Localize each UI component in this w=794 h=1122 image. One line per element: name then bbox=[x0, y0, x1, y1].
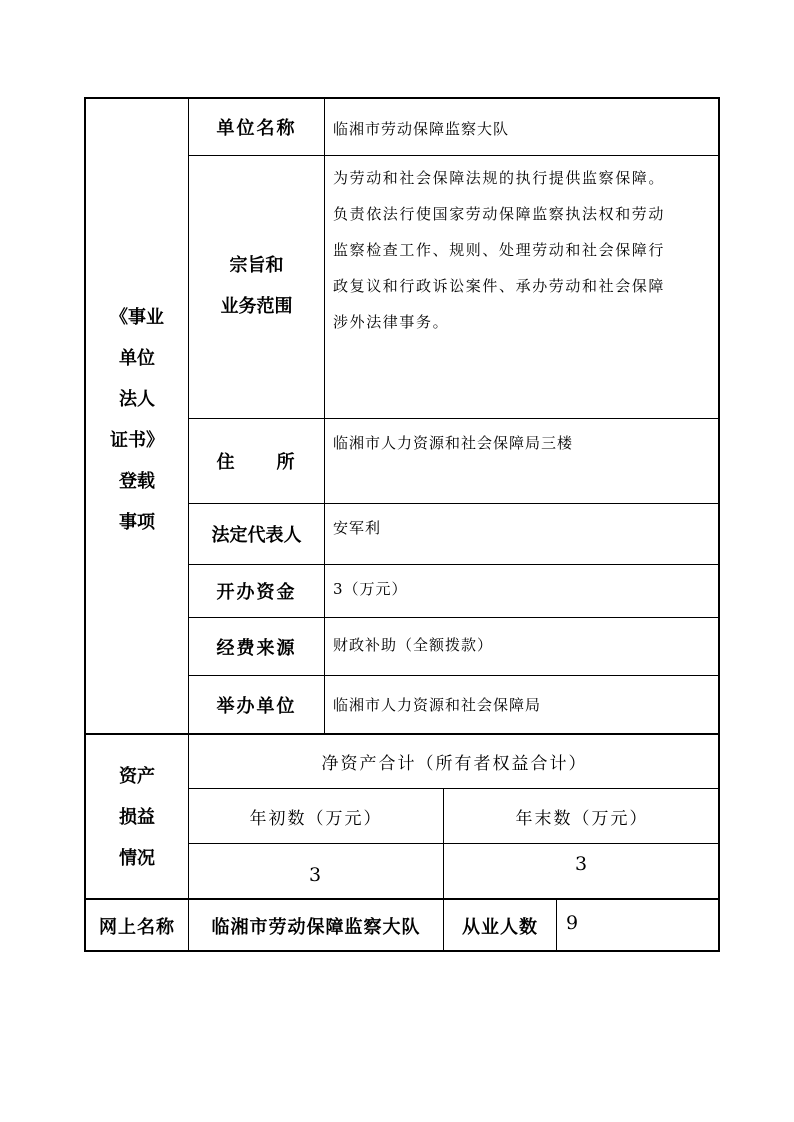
assets-header bbox=[86, 756, 188, 879]
registration-header-line: 单位 bbox=[119, 348, 155, 369]
unit-name-label: 单位名称 bbox=[216, 118, 297, 139]
legal-rep-value: 安军利 bbox=[333, 519, 382, 537]
purpose-line: 负责依法行使国家劳动保障监察执法权和劳动 bbox=[333, 205, 666, 223]
purpose-line: 监察检查工作、规则、处理劳动和社会保障行 bbox=[333, 241, 666, 259]
staff-count-label: 从业人数 bbox=[462, 917, 538, 938]
unit-name-value: 临湘市劳动保障监察大队 bbox=[333, 120, 510, 138]
purpose-line: 政复议和行政诉讼案件、承办劳动和社会保障 bbox=[333, 277, 666, 295]
assets-header-line: 损益 bbox=[119, 807, 155, 828]
assets-header-line: 资产 bbox=[119, 766, 155, 787]
begin-label: 年初数（万元） bbox=[249, 808, 383, 829]
registration-header-line: 法人 bbox=[119, 389, 155, 410]
end-value: 3 bbox=[574, 853, 590, 875]
purpose-label bbox=[189, 245, 324, 327]
registration-header-line: 事项 bbox=[119, 512, 155, 533]
funding-label: 经费来源 bbox=[216, 637, 297, 659]
purpose-label-line: 业务范围 bbox=[220, 296, 293, 317]
registration-header-line: 证书》 bbox=[110, 430, 164, 451]
online-name-label: 网上名称 bbox=[99, 917, 175, 938]
registration-header bbox=[86, 297, 188, 543]
funding-value: 财政补助（全额拨款） bbox=[333, 636, 494, 654]
address-value: 临湘市人力资源和社会保障局三楼 bbox=[333, 434, 574, 452]
staff-count-value: 9 bbox=[566, 912, 579, 934]
purpose-line: 涉外法律事务。 bbox=[333, 313, 450, 331]
capital-value: 3（万元） bbox=[333, 580, 408, 598]
capital-label: 开办资金 bbox=[216, 582, 297, 603]
purpose-text bbox=[325, 156, 720, 418]
begin-value: 3 bbox=[308, 863, 324, 886]
registration-header-line: 《事业 bbox=[110, 307, 164, 328]
sponsor-label: 举办单位 bbox=[216, 695, 297, 717]
end-label: 年末数（万元） bbox=[515, 808, 649, 829]
divider-footer-2 bbox=[556, 899, 557, 952]
online-name-value: 临湘市劳动保障监察大队 bbox=[211, 917, 421, 938]
legal-rep-label: 法定代表人 bbox=[211, 525, 302, 546]
address-label: 住 所 bbox=[216, 452, 297, 473]
purpose-label-line: 宗旨和 bbox=[229, 255, 284, 276]
registration-table bbox=[84, 97, 720, 952]
assets-header-line: 情况 bbox=[119, 848, 155, 869]
registration-header-line: 登载 bbox=[119, 471, 155, 492]
purpose-line: 为劳动和社会保障法规的执行提供监察保障。 bbox=[333, 169, 666, 187]
sponsor-value: 临湘市人力资源和社会保障局 bbox=[333, 696, 542, 714]
net-assets-header: 净资产合计（所有者权益合计） bbox=[321, 754, 588, 774]
